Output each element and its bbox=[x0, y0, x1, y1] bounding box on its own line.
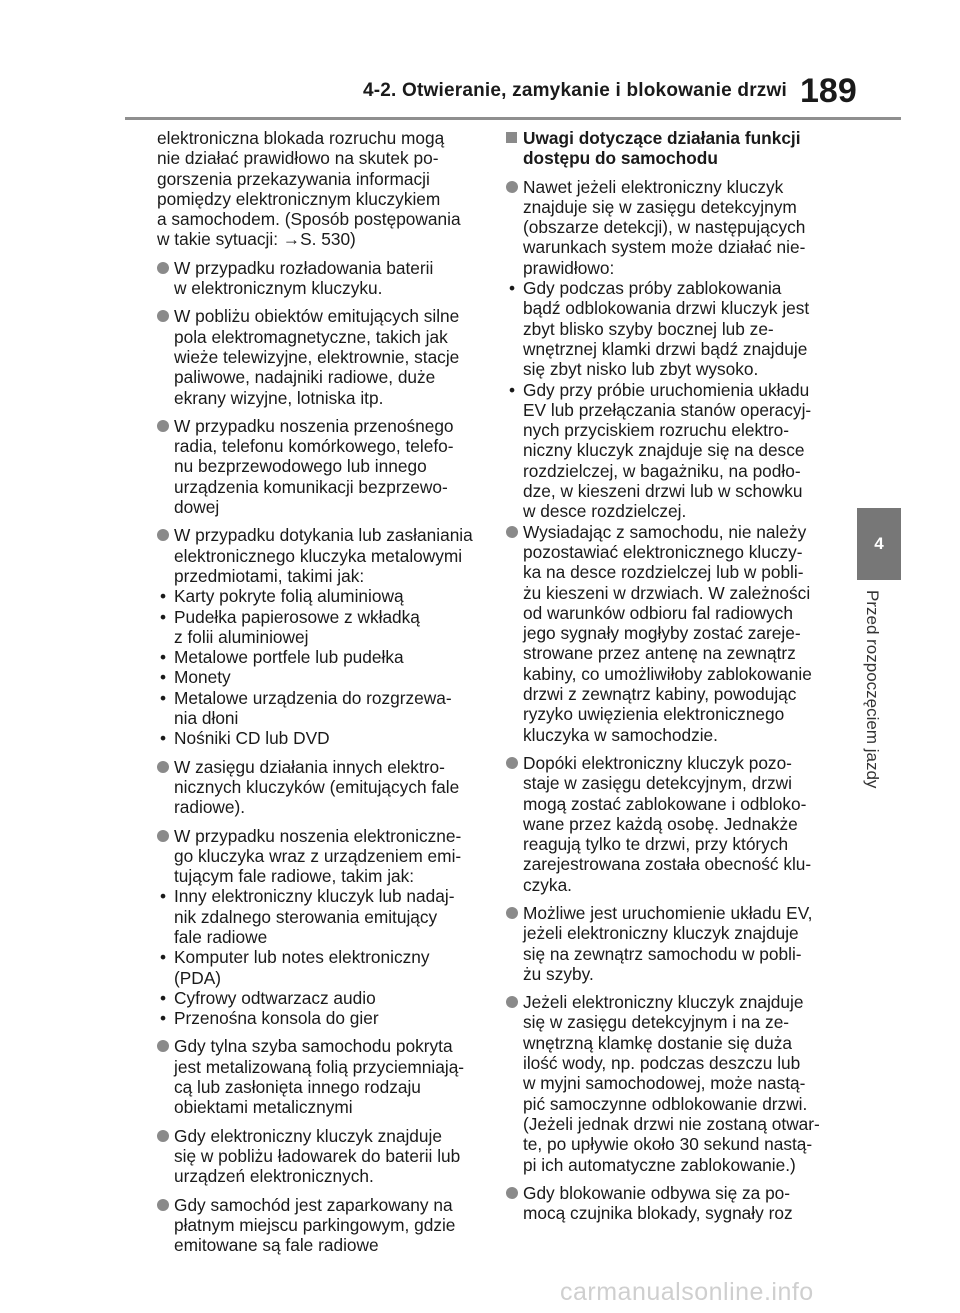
text-line: mogą zostać zablokowane i odbloko- bbox=[523, 793, 807, 814]
header-divider bbox=[125, 117, 901, 120]
text-line: pi ich automatyczne zablokowanie.) bbox=[523, 1154, 796, 1175]
sub-item: • Cyfrowy odtwarzacz audio bbox=[157, 988, 481, 1008]
bullet-item: W przypadku noszenia przenośnego bbox=[157, 416, 481, 436]
text-line: znajduje się w zasięgu detekcyjnym bbox=[523, 196, 797, 217]
text-line: z folii aluminiowej bbox=[174, 626, 309, 647]
text-line: wane przez każdą osobę. Jednakże bbox=[523, 813, 798, 834]
text-line: przedmiotami, takimi jak: bbox=[174, 565, 365, 586]
text-line: mocą czujnika blokady, sygnały roz bbox=[523, 1203, 793, 1224]
bullet-item: Gdy samochód jest zaparkowany na bbox=[157, 1195, 481, 1215]
text-line: urządzeń elektronicznych. bbox=[174, 1166, 374, 1187]
chapter-tab: 4 bbox=[857, 508, 901, 580]
text-line: radia, telefonu komórkowego, telefo- bbox=[174, 436, 454, 457]
text-line: w myjni samochodowej, może nastą- bbox=[523, 1073, 806, 1094]
text-line: płatnym miejscu parkingowym, gdzie bbox=[174, 1214, 456, 1235]
bullet-item: Wysiadając z samochodu, nie należy bbox=[506, 522, 838, 542]
text-line: reagują tylko te drzwi, przy których bbox=[523, 834, 789, 855]
text-line: w desce rozdzielczej. bbox=[523, 501, 687, 522]
text-line: nicznych kluczyków (emitujących fale bbox=[174, 776, 460, 797]
text-line: elektronicznego kluczyka metalowymi bbox=[174, 545, 463, 566]
bullet-item: Gdy elektroniczny kluczyk znajduje bbox=[157, 1126, 481, 1146]
text-line: EV lub przełączania stanów operacyj- bbox=[523, 399, 812, 420]
text-line: jeżeli elektroniczny kluczyk znajduje bbox=[523, 923, 799, 944]
text-line: nych przyciskiem rozruchu elektro- bbox=[523, 420, 790, 441]
text-line: wnętrzną klamkę dostanie się duża bbox=[523, 1032, 792, 1053]
bullet-item: Jeżeli elektroniczny kluczyk znajduje bbox=[506, 992, 838, 1012]
bullet-item: Gdy blokowanie odbywa się za po- bbox=[506, 1183, 838, 1203]
text-line: zarejestrowana została obecność klu- bbox=[523, 854, 812, 875]
text-line: nie działać prawidłowo na skutek po- bbox=[157, 148, 439, 169]
sub-item: • Monety bbox=[157, 667, 481, 687]
text-line: ka na desce rozdzielczej lub w pobli- bbox=[523, 562, 804, 583]
text-line: w takie sytuacji: →S. 530) bbox=[157, 229, 356, 250]
sub-item: • Gdy przy próbie uruchomienia układu bbox=[506, 380, 838, 400]
text-line: gorszenia przekazywania informacji bbox=[157, 168, 430, 189]
text-line: pomiędzy elektronicznym kluczykiem bbox=[157, 188, 441, 209]
sub-item: • Metalowe urządzenia do rozgrzewa- bbox=[157, 688, 481, 708]
bullet-item: W przypadku dotykania lub zasłaniania bbox=[157, 525, 481, 545]
text-line: jego sygnały mogłyby zostać zareje- bbox=[523, 623, 801, 644]
sub-item: • Gdy podczas próby zablokowania bbox=[506, 278, 838, 298]
text-line: wnętrznej klamki drzwi bądź znajduje bbox=[523, 338, 808, 359]
page-number: 189 bbox=[800, 72, 857, 110]
text-line: radiowe). bbox=[174, 797, 246, 818]
text-line: te, po upływie około 30 sekund nastą- bbox=[523, 1134, 813, 1155]
text-line: żu kieszeni w drzwiach. W zależności bbox=[523, 582, 811, 603]
text-line: nik zdalnego sterowania emitujący bbox=[174, 906, 438, 927]
text-line: się w zasięgu detekcyjnym i na ze- bbox=[523, 1012, 790, 1033]
text-line: nia dłoni bbox=[174, 708, 239, 729]
bullet-item: W przypadku rozładowania baterii bbox=[157, 258, 481, 278]
text-line: od warunków odbioru fal radiowych bbox=[523, 602, 793, 623]
text-line: drzwi z zewnątrz kabiny, powodując bbox=[523, 684, 797, 705]
text-line: zbyt blisko szyby bocznej lub ze- bbox=[523, 318, 774, 339]
text-line: (obszarze detekcji), w następujących bbox=[523, 217, 806, 238]
text-line: prawidłowo: bbox=[523, 257, 615, 278]
text-line: się zbyt nisko lub zbyt wysoko. bbox=[523, 359, 759, 380]
text-line: jest metalizowaną folią przyciemniają- bbox=[174, 1056, 465, 1077]
text-line: dze, w kieszeni drzwi lub w schowku bbox=[523, 481, 803, 502]
text-line: tującym fale radiowe, takim jak: bbox=[174, 866, 415, 887]
text-line: ekrany wizyjne, lotniska itp. bbox=[174, 387, 384, 408]
text-line: obiektami metalicznymi bbox=[174, 1097, 353, 1118]
text-line: dowej bbox=[174, 497, 220, 518]
sub-item: • Komputer lub notes elektroniczny bbox=[157, 947, 481, 967]
sub-item: • Metalowe portfele lub pudełka bbox=[157, 647, 481, 667]
text-line: elektroniczna blokada rozruchu mogą bbox=[157, 128, 445, 148]
text-line: bądź odblokowania drzwi kluczyk jest bbox=[523, 298, 810, 319]
text-line: (PDA) bbox=[174, 967, 222, 988]
text-line: w elektronicznym kluczyku. bbox=[174, 278, 383, 299]
text-line: warunkach system może działać nie- bbox=[523, 237, 806, 258]
sub-item: • Przenośna konsola do gier bbox=[157, 1008, 481, 1028]
text-line: strowane przez antenę na zewnątrz bbox=[523, 643, 796, 664]
text-line: ryzyko uwięzienia elektronicznego bbox=[523, 704, 785, 725]
text-line: urządzenia komunikacji bezprzewo- bbox=[174, 476, 448, 497]
text-line: wieże telewizyjne, elektrownie, stacje bbox=[174, 346, 460, 367]
sub-item: • Karty pokryte folią aluminiową bbox=[157, 586, 481, 606]
text-line: go kluczyka wraz z urządzeniem emi- bbox=[174, 845, 462, 866]
section-heading: Uwagi dotyczące działania funkcji bbox=[506, 128, 838, 148]
text-line: ilość wody, np. podczas deszczu lub bbox=[523, 1053, 801, 1074]
text-line: nu bezprzewodowego lub innego bbox=[174, 456, 427, 477]
bullet-item: Gdy tylna szyba samochodu pokryta bbox=[157, 1036, 481, 1056]
chapter-label: Przed rozpoczęciem jazdy bbox=[863, 590, 882, 789]
sub-item: • Nośniki CD lub DVD bbox=[157, 728, 481, 748]
text-line: się na zewnątrz samochodu w pobli- bbox=[523, 943, 802, 964]
bullet-item: Nawet jeżeli elektroniczny kluczyk bbox=[506, 177, 838, 197]
bullet-item: Dopóki elektroniczny kluczyk pozo- bbox=[506, 753, 838, 773]
text-line: czyka. bbox=[523, 874, 572, 895]
right-column bbox=[506, 128, 838, 1223]
bullet-item: Możliwe jest uruchomienie układu EV, bbox=[506, 903, 838, 923]
bullet-item: W przypadku noszenia elektroniczne- bbox=[157, 826, 481, 846]
text-line: kluczyka w samochodzie. bbox=[523, 724, 718, 745]
watermark: carmanualsonline.info bbox=[560, 1278, 814, 1306]
left-column bbox=[157, 128, 481, 1255]
text-line: rozdzielczej, w bagażniku, na podło- bbox=[523, 460, 801, 481]
sub-item: • Pudełka papierosowe z wkładką bbox=[157, 607, 481, 627]
text-line: a samochodem. (Sposób postępowania bbox=[157, 209, 461, 230]
text-line: niczny kluczyk znajduje się na desce bbox=[523, 440, 805, 461]
text-line: żu szyby. bbox=[523, 963, 594, 984]
text-line: paliwowe, nadajniki radiowe, duże bbox=[174, 367, 436, 388]
text-line: fale radiowe bbox=[174, 926, 268, 947]
text-line: pola elektromagnetyczne, takich jak bbox=[174, 326, 448, 347]
bullet-item: W zasięgu działania innych elektro- bbox=[157, 757, 481, 777]
text-line: emitowane są fale radiowe bbox=[174, 1235, 379, 1256]
text-line: pozostawiać elektronicznego kluczy- bbox=[523, 541, 803, 562]
bullet-item: W pobliżu obiektów emitujących silne bbox=[157, 306, 481, 326]
text-line: się w pobliżu ładowarek do baterii lub bbox=[174, 1145, 461, 1166]
text-line: staje w zasięgu detekcyjnym, drzwi bbox=[523, 773, 792, 794]
text-line: cą lub zasłonięta innego rodzaju bbox=[174, 1077, 421, 1098]
section-title: 4-2. Otwieranie, zamykanie i blokowanie drzwi bbox=[363, 80, 787, 101]
section-heading-line: dostępu do samochodu bbox=[523, 148, 718, 169]
text-line: (Jeżeli jednak drzwi nie zostaną otwar- bbox=[523, 1113, 820, 1134]
sub-item: • Inny elektroniczny kluczyk lub nadaj- bbox=[157, 886, 481, 906]
text-line: pić samoczynne odblokowanie drzwi. bbox=[523, 1093, 808, 1114]
text-line: kabiny, co umożliwiłoby zablokowanie bbox=[523, 663, 812, 684]
